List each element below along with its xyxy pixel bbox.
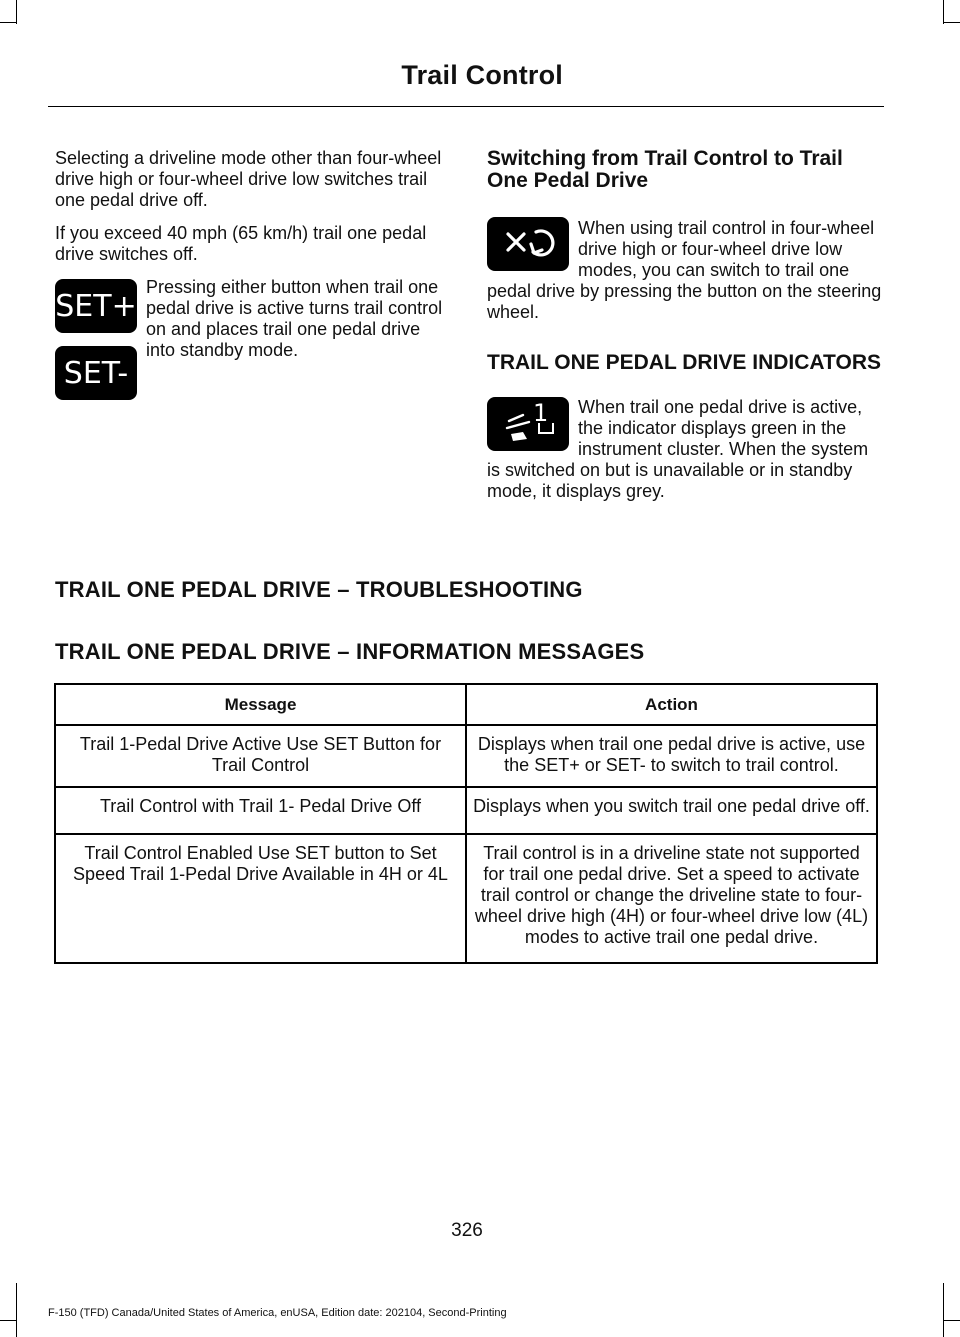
crop-mark: [16, 0, 17, 24]
crop-mark: [943, 0, 944, 24]
message-cell: Trail 1-Pedal Drive Active Use SET Button for Trail Control: [55, 725, 466, 787]
indicators-heading: TRAIL ONE PEDAL DRIVE INDICATORS: [487, 351, 881, 374]
header-rule: [48, 106, 884, 107]
messages-heading: TRAIL ONE PEDAL DRIVE – INFORMATION MESSAGES: [55, 639, 645, 664]
trail-one-pedal-switch-icon: [487, 217, 569, 271]
set-buttons-stack: [55, 277, 137, 400]
table-row: [55, 787, 877, 834]
action-cell: Displays when trail one pedal drive is active, use the SET+ or SET- to switch to trail control.: [466, 725, 877, 787]
message-cell: Trail Control with Trail 1- Pedal Drive Off: [55, 787, 466, 834]
table-row: [55, 725, 877, 787]
message-cell: Trail Control Enabled Use SET button to Set Speed Trail 1-Pedal Drive Available in 4H or 4L: [55, 834, 466, 963]
switch-heading: Switching from Trail Control to Trail One Pedal Drive: [487, 147, 843, 192]
column-header-message: Message: [55, 684, 466, 725]
crop-mark: [16, 1283, 17, 1337]
set-buttons-text: Pressing either button when trail one pedal drive is active turns trail control on and places trail one pedal drive into standby mode.: [146, 277, 443, 360]
action-cell: Trail control is in a driveline state not supported for trail one pedal drive. Set a speed to activate trail control or change the driveline state to four-wheel drive high (4H) or four-wheel drive low (4L) modes to active trail one pedal drive.: [466, 834, 877, 963]
crop-mark: [944, 1320, 960, 1321]
indicators-block: [487, 390, 882, 502]
trail-one-pedal-indicator-icon: [487, 397, 569, 451]
paragraph: If you exceed 40 mph (65 km/h) trail one pedal drive switches off.: [55, 223, 427, 264]
left-column: [55, 148, 450, 400]
troubleshooting-heading: TRAIL ONE PEDAL DRIVE – TROUBLESHOOTING: [55, 577, 583, 602]
information-messages-table: [54, 683, 878, 964]
table-header-row: [55, 684, 877, 725]
table-row: [55, 834, 877, 963]
right-column: [487, 148, 882, 502]
set-plus-icon: SET+: [55, 279, 137, 333]
crop-mark: [943, 1283, 944, 1337]
switch-block: [487, 208, 882, 323]
crop-mark: [0, 22, 16, 23]
page-number: 326: [451, 1220, 483, 1241]
set-buttons-block: [55, 277, 450, 391]
indicator-digit: 1: [533, 399, 549, 427]
paragraph: Selecting a driveline mode other than four-wheel drive high or four-wheel drive low switches trail one pedal drive off.: [55, 148, 442, 210]
crop-mark: [944, 22, 960, 23]
crop-mark: [0, 1320, 16, 1321]
set-minus-icon: SET-: [55, 346, 137, 400]
switch-text: When using trail control in four-wheel drive high or four-wheel drive low modes, you can switch to trail one pedal drive by pressing the button on the steering wheel.: [487, 218, 882, 322]
action-cell: Displays when you switch trail one pedal drive off.: [466, 787, 877, 834]
page-title: Trail Control: [401, 60, 563, 90]
footer-text: F-150 (TFD) Canada/United States of America, enUSA, Edition date: 202104, Second-Printing: [48, 1307, 507, 1319]
indicators-text: When trail one pedal drive is active, the indicator displays green in the instrument cluster. When the system is switched on but is unavailable or in standby mode, it displays grey.: [487, 397, 869, 501]
column-header-action: Action: [466, 684, 877, 725]
